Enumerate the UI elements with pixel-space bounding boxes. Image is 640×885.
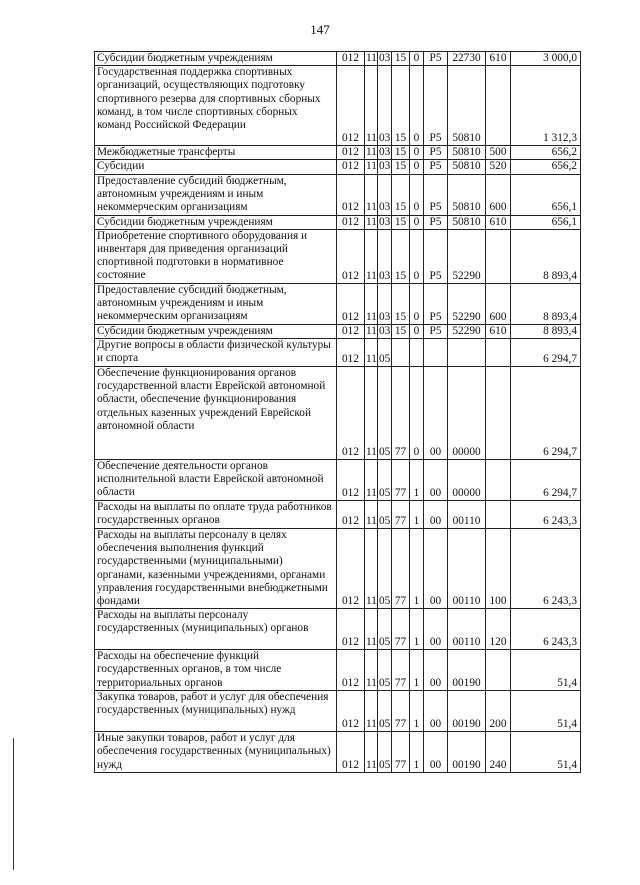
row-name: Расходы на выплаты персоналу в целях обеспечения выполнения функций государственными (муниципальными) органами, казенными учреждениями, органами управления государственными внебюджетными фондами	[95, 529, 337, 609]
row-admin-code: 012	[337, 283, 365, 324]
row-section-code: 11	[366, 324, 377, 337]
row-expense-type: 240	[486, 732, 511, 773]
row-expense-type: 100	[486, 529, 511, 609]
table-row	[95, 324, 581, 338]
row-admin-code: 012	[337, 609, 365, 650]
row-event-code: 00	[424, 367, 448, 460]
row-subsection-code: 05	[378, 501, 392, 529]
row-section-code: 11	[365, 732, 378, 773]
row-direction-code: 22730	[448, 52, 486, 66]
row-section-code: 11	[365, 501, 378, 529]
row-amount: 1 312,3	[511, 66, 581, 146]
row-subsection-code: 03	[378, 174, 392, 215]
row-section-code: 11	[365, 367, 378, 460]
row-program-code: 77	[392, 609, 410, 650]
row-amount: 656,2	[511, 160, 581, 174]
row-admin-code: 012	[337, 529, 365, 609]
row-subsection-code: 03	[378, 66, 392, 146]
row-subsection-code: 05	[378, 732, 392, 773]
budget-table-body	[95, 52, 581, 773]
row-subprogram-code: 0	[410, 52, 424, 66]
row-subprogram-code: 0	[410, 174, 424, 215]
budget-table	[94, 51, 581, 773]
table-row	[95, 460, 581, 501]
table-row	[95, 229, 581, 283]
row-amount: 656,1	[511, 215, 581, 229]
table-row	[95, 339, 581, 367]
row-admin-code: 012	[337, 339, 365, 367]
row-program-code: 77	[392, 367, 410, 460]
row-direction-code: 52290	[448, 229, 486, 283]
row-admin-code: 012	[337, 160, 365, 174]
row-subprogram-code: 1	[410, 501, 424, 529]
row-direction-code: 00110	[448, 529, 486, 609]
row-expense-type	[486, 650, 511, 691]
row-name: Межбюджетные трансферты	[95, 146, 337, 160]
row-program-code: 15	[392, 215, 410, 229]
row-section-code: 11	[365, 529, 378, 609]
row-expense-type: 520	[486, 160, 511, 174]
row-event-code: 00	[424, 501, 448, 529]
row-subprogram-code: 0	[410, 146, 424, 160]
row-subprogram-code: 0	[410, 229, 424, 283]
row-name: Субсидии	[95, 160, 337, 174]
table-row	[95, 691, 581, 732]
row-admin-code: 012	[337, 66, 365, 146]
row-subsection-code: 03	[379, 215, 391, 228]
row-section-code: 11	[365, 650, 378, 691]
row-subsection-code: 05	[378, 650, 392, 691]
row-amount: 51,4	[511, 691, 581, 732]
row-admin-code: 012	[337, 215, 365, 229]
row-admin-code: 012	[337, 174, 365, 215]
page-number: 147	[310, 22, 330, 37]
row-section-code: 11	[366, 52, 377, 64]
row-admin-code: 012	[337, 229, 365, 283]
row-event-code: P5	[424, 146, 448, 160]
row-subsection-code: 05	[378, 339, 392, 367]
row-section-code: 11	[365, 339, 378, 367]
row-amount: 3 000,0	[511, 52, 581, 66]
row-event-code: 00	[424, 529, 448, 609]
row-direction-code: 50810	[448, 66, 486, 146]
row-subsection-code: 05	[378, 691, 392, 732]
row-subprogram-code: 1	[410, 732, 424, 773]
row-subprogram-code: 1	[410, 650, 424, 691]
row-event-code: 00	[424, 460, 448, 501]
table-row	[95, 160, 581, 174]
row-admin-code: 012	[337, 691, 365, 732]
row-expense-type	[486, 339, 511, 367]
row-subsection-code: 03	[379, 160, 391, 173]
row-amount: 6 243,3	[511, 609, 581, 650]
row-direction-code: 00110	[448, 501, 486, 529]
row-admin-code: 012	[337, 146, 365, 160]
row-program-code: 15	[392, 324, 410, 338]
row-program-code: 15	[392, 283, 410, 324]
row-direction-code: 00190	[448, 691, 486, 732]
table-row	[95, 732, 581, 773]
table-row	[95, 650, 581, 691]
row-subprogram-code: 1	[410, 691, 424, 732]
row-subsection-code: 03	[379, 52, 391, 64]
row-program-code: 15	[392, 229, 410, 283]
row-name: Государственная поддержка спортивных организаций, осуществляющих подготовку спортивного резерва для спортивных сборных команд, в том числе спортивных сборных команд Российской Федерации	[95, 66, 337, 146]
row-section-code: 11	[365, 66, 378, 146]
row-section-code: 11	[366, 215, 377, 228]
row-program-code: 77	[392, 501, 410, 529]
table-row	[95, 501, 581, 529]
row-subprogram-code: 0	[410, 367, 424, 460]
row-subprogram-code: 0	[410, 160, 424, 174]
row-expense-type: 500	[486, 146, 511, 160]
row-section-code: 11	[365, 283, 378, 324]
row-section-code: 11	[365, 460, 378, 501]
row-admin-code: 012	[337, 52, 365, 66]
row-name: Расходы на выплаты по оплате труда работников государственных органов	[95, 501, 337, 529]
row-event-code: P5	[424, 174, 448, 215]
row-expense-type: 200	[486, 691, 511, 732]
row-program-code: 15	[392, 160, 410, 174]
row-section-code: 11	[365, 174, 378, 215]
row-subprogram-code: 0	[410, 66, 424, 146]
row-amount: 6 294,7	[511, 460, 581, 501]
row-name: Субсидии бюджетным учреждениям	[95, 52, 337, 66]
row-expense-type	[486, 460, 511, 501]
row-expense-type	[486, 501, 511, 529]
row-expense-type: 610	[486, 324, 511, 338]
row-program-code: 77	[392, 691, 410, 732]
row-direction-code: 00000	[448, 367, 486, 460]
row-direction-code: 00110	[448, 609, 486, 650]
row-program-code	[392, 339, 410, 367]
row-direction-code: 50810	[448, 146, 486, 160]
table-row	[95, 609, 581, 650]
row-expense-type: 600	[486, 283, 511, 324]
row-name: Приобретение спортивного оборудования и инвентаря для приведения организаций спортивной подготовки в нормативное состояние	[95, 229, 337, 283]
table-row	[95, 367, 581, 460]
table-row	[95, 66, 581, 146]
row-amount: 8 893,4	[511, 229, 581, 283]
row-section-code: 11	[366, 146, 377, 159]
row-expense-type	[486, 66, 511, 146]
row-direction-code: 50810	[448, 174, 486, 215]
row-subprogram-code: 1	[410, 460, 424, 501]
row-event-code: P5	[424, 52, 448, 66]
row-subprogram-code: 1	[410, 609, 424, 650]
table-row	[95, 146, 581, 160]
row-event-code: P5	[424, 324, 448, 338]
row-section-code: 11	[366, 160, 377, 173]
row-name: Другие вопросы в области физической культуры и спорта	[95, 339, 337, 367]
row-name: Предоставление субсидий бюджетным, автономным учреждениям и иным некоммерческим организациям	[95, 283, 337, 324]
margin-line	[13, 738, 14, 870]
row-subprogram-code	[410, 339, 424, 367]
row-subprogram-code: 0	[410, 215, 424, 229]
row-expense-type: 610	[486, 52, 511, 66]
row-admin-code: 012	[337, 650, 365, 691]
row-event-code: P5	[424, 229, 448, 283]
row-admin-code: 012	[337, 460, 365, 501]
row-subprogram-code: 0	[410, 283, 424, 324]
row-program-code: 15	[392, 174, 410, 215]
row-program-code: 15	[392, 146, 410, 160]
row-event-code: P5	[424, 66, 448, 146]
row-direction-code: 52290	[448, 324, 486, 338]
row-name: Расходы на обеспечение функций государственных органов, в том числе территориальных органов	[95, 650, 337, 691]
row-program-code: 77	[392, 732, 410, 773]
row-event-code: P5	[424, 160, 448, 174]
row-subsection-code: 03	[378, 229, 392, 283]
row-admin-code: 012	[337, 501, 365, 529]
row-expense-type	[486, 229, 511, 283]
row-program-code: 77	[392, 650, 410, 691]
row-name: Обеспечение деятельности органов исполнительной власти Еврейской автономной области	[95, 460, 337, 501]
row-amount: 6 294,7	[511, 339, 581, 367]
row-subsection-code: 03	[379, 324, 391, 337]
row-subsection-code: 05	[378, 529, 392, 609]
row-section-code: 11	[365, 609, 378, 650]
row-event-code: P5	[424, 283, 448, 324]
row-amount: 8 893,4	[511, 324, 581, 338]
row-admin-code: 012	[337, 732, 365, 773]
row-admin-code: 012	[337, 324, 365, 338]
row-direction-code: 50810	[448, 160, 486, 174]
row-direction-code: 50810	[448, 215, 486, 229]
row-section-code: 11	[365, 691, 378, 732]
row-subprogram-code: 1	[410, 529, 424, 609]
table-row	[95, 174, 581, 215]
row-event-code: 00	[424, 732, 448, 773]
row-direction-code	[448, 339, 486, 367]
row-event-code: P5	[424, 215, 448, 229]
row-expense-type	[486, 367, 511, 460]
row-subsection-code: 03	[379, 146, 391, 159]
row-name: Расходы на выплаты персоналу государственных (муниципальных) органов	[95, 609, 337, 650]
row-name: Субсидии бюджетным учреждениям	[95, 324, 337, 338]
table-row	[95, 529, 581, 609]
row-expense-type: 610	[486, 215, 511, 229]
row-program-code: 15	[392, 66, 410, 146]
table-row	[95, 52, 581, 66]
row-amount: 6 294,7	[511, 367, 581, 460]
row-name: Иные закупки товаров, работ и услуг для обеспечения государственных (муниципальных) нужд	[95, 732, 337, 773]
row-event-code	[424, 339, 448, 367]
row-amount: 656,1	[511, 174, 581, 215]
row-amount: 6 243,3	[511, 529, 581, 609]
table-row	[95, 283, 581, 324]
row-amount: 6 243,3	[511, 501, 581, 529]
row-name: Закупка товаров, работ и услуг для обеспечения государственных (муниципальных) нужд	[95, 691, 337, 732]
row-amount: 8 893,4	[511, 283, 581, 324]
row-subsection-code: 05	[378, 609, 392, 650]
row-name: Предоставление субсидий бюджетным, автономным учреждениям и иным некоммерческим организациям	[95, 174, 337, 215]
row-event-code: 00	[424, 691, 448, 732]
row-program-code: 77	[392, 460, 410, 501]
row-program-code: 15	[392, 52, 410, 66]
row-expense-type: 600	[486, 174, 511, 215]
row-event-code: 00	[424, 650, 448, 691]
row-event-code: 00	[424, 609, 448, 650]
row-section-code: 11	[365, 229, 378, 283]
row-amount: 51,4	[511, 732, 581, 773]
row-subsection-code: 05	[378, 460, 392, 501]
row-expense-type: 120	[486, 609, 511, 650]
row-name: Обеспечение функционирования органов государственной власти Еврейской автономной области, обеспечение функционирования отдельных казенных учреждений Еврейской автономной области	[95, 367, 337, 460]
row-subprogram-code: 0	[410, 324, 424, 338]
row-subsection-code: 03	[378, 283, 392, 324]
row-subsection-code: 05	[378, 367, 392, 460]
table-row	[95, 215, 581, 229]
row-program-code: 77	[392, 529, 410, 609]
row-direction-code: 00190	[448, 650, 486, 691]
row-name: Субсидии бюджетным учреждениям	[95, 215, 337, 229]
row-direction-code: 00000	[448, 460, 486, 501]
row-admin-code: 012	[337, 367, 365, 460]
row-direction-code: 52290	[448, 283, 486, 324]
row-amount: 656,2	[511, 146, 581, 160]
row-direction-code: 00190	[448, 732, 486, 773]
row-amount: 51,4	[511, 650, 581, 691]
